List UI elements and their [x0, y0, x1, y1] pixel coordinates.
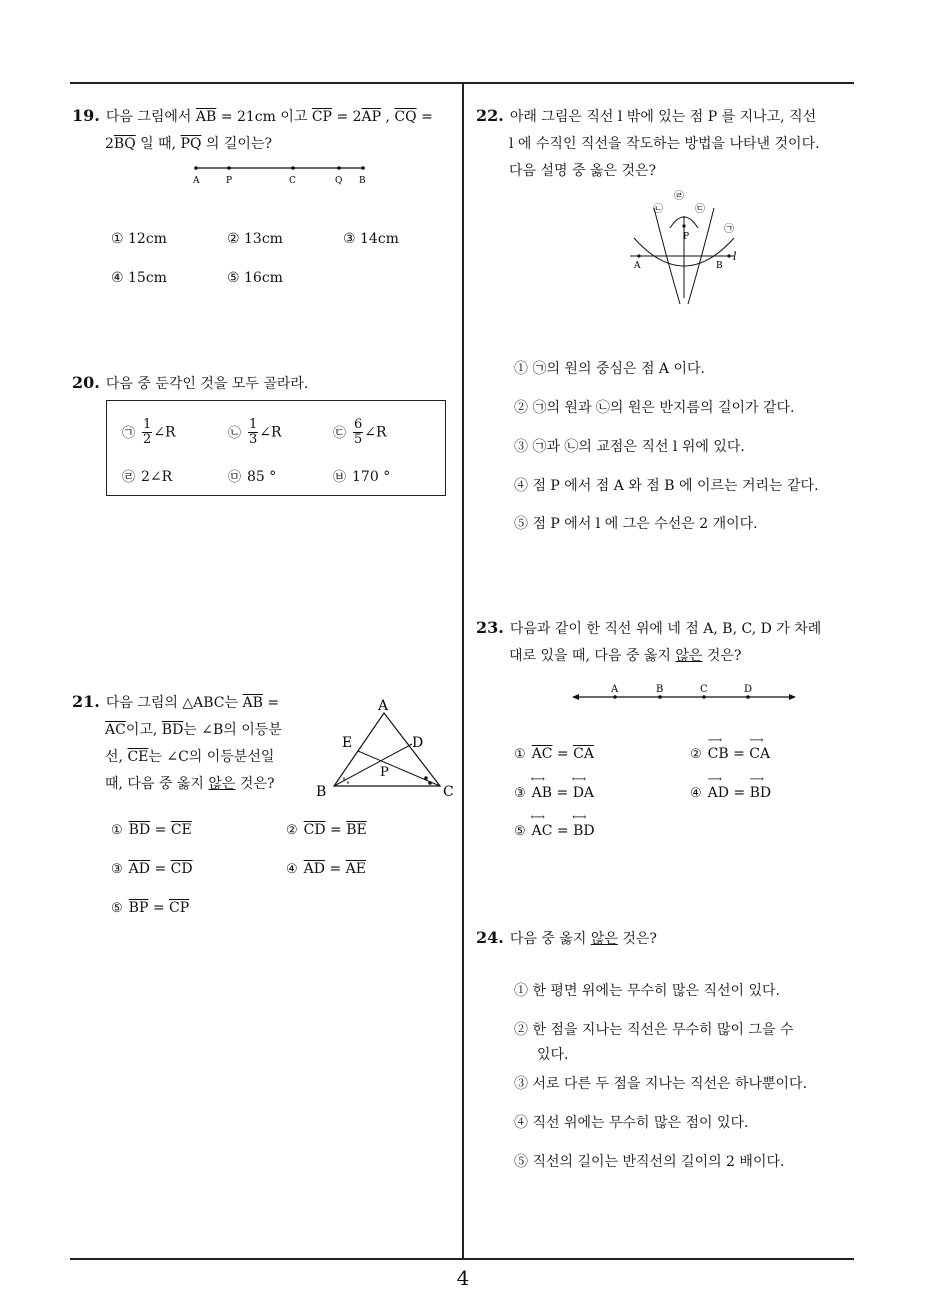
- segment-ab: $\overline{AB}$: [242, 695, 263, 711]
- ray: AD: [707, 785, 729, 801]
- choice-mark: ①: [514, 747, 526, 762]
- label-b: B: [359, 176, 366, 186]
- q22-text: 아래 그림은 직선 l 밖에 있는 점 P 를 지나고, 직선: [509, 109, 817, 125]
- label-circle-a: ㉠: [724, 224, 734, 235]
- q19-text: = 2: [336, 109, 362, 125]
- q23-choice-4[interactable]: ④ AD ⟶ = BD ⟶: [690, 774, 772, 801]
- line: DA: [572, 785, 595, 801]
- underlined-word: 않은: [590, 931, 618, 947]
- q19-text: 일 때,: [140, 136, 177, 152]
- q24-choice-1[interactable]: ① 한 평면 위에는 무수히 많은 직선이 있다.: [514, 983, 780, 999]
- q21-text: =: [267, 695, 280, 711]
- question-22: [476, 102, 866, 185]
- angle-r: ∠R: [259, 424, 282, 441]
- q21-choice-5[interactable]: ⑤ $\overline{BP} = \overline{CP}$: [111, 900, 190, 916]
- q24-choice-2[interactable]: ② 한 점을 지나는 직선은 무수히 많이 그을 수: [514, 1022, 794, 1038]
- question-number: 23.: [476, 618, 504, 637]
- question-20: [72, 369, 308, 398]
- q21-text: 이고,: [125, 722, 158, 738]
- q23-choice-5[interactable]: ⑤ AC ⟷ = BD ⟷: [514, 812, 595, 839]
- mark-f: ㉥: [333, 470, 347, 485]
- denominator: 2: [143, 432, 152, 447]
- q22-choice-3[interactable]: ③ ㉠과 ㉡의 교점은 직선 l 위에 있다.: [514, 439, 745, 455]
- q19-choice-2[interactable]: ② 13cm: [227, 231, 283, 247]
- question-21: [72, 688, 312, 798]
- label-a: A: [634, 261, 641, 271]
- label-c: C: [700, 684, 708, 695]
- line: AC: [531, 823, 553, 839]
- ray: CB: [707, 746, 729, 762]
- q19-choice-1[interactable]: ① 12cm: [111, 231, 167, 247]
- q23-text: 것은?: [706, 648, 742, 664]
- q21-text: 때, 다음 중 옳지: [105, 776, 204, 792]
- q21-text: 는 ∠C의 이등분선일: [148, 749, 275, 765]
- label-d: D: [412, 735, 424, 751]
- q21-choice-2[interactable]: ② $\overline{CD} = \overline{BE}$: [286, 822, 367, 838]
- question-number: 21.: [72, 692, 100, 711]
- q21-text: 는 ∠B의 이등분: [183, 722, 282, 738]
- q20-text: 다음 중 둔각인 것을 모두 골라라.: [105, 376, 309, 392]
- q22-choice-1[interactable]: ① ㉠의 원의 중심은 점 A 이다.: [514, 361, 705, 377]
- segment: $\overline{BD}$: [128, 822, 151, 838]
- q19-text: 다음 그림에서: [105, 109, 192, 125]
- question-number: 20.: [72, 373, 100, 392]
- choice-mark: ⑤: [514, 824, 526, 839]
- q19-text: 의 길이는?: [205, 136, 272, 152]
- q19-text: 2: [105, 136, 114, 152]
- q20-option-d: [122, 466, 172, 485]
- segment-cp: $\overline{CP}$: [311, 109, 332, 125]
- denominator: 5: [354, 432, 363, 447]
- q20-option-c: [333, 418, 387, 447]
- label-line-l: l: [733, 250, 737, 263]
- segment-cq: $\overline{CQ}$: [394, 109, 417, 125]
- underlined-word: 않은: [675, 648, 703, 664]
- choice-mark: ④: [286, 862, 298, 877]
- question-number: 22.: [476, 106, 504, 125]
- ray: BD: [749, 785, 772, 801]
- segment: $\overline{CP}$: [169, 900, 190, 916]
- numerator: 6: [354, 417, 363, 432]
- q22-construction-figure: [620, 186, 750, 310]
- choice-mark: ①: [111, 823, 123, 838]
- segment: $\overline{CD}$: [303, 822, 326, 838]
- q23-text: 다음과 같이 한 직선 위에 네 점 A, B, C, D 가 차례: [509, 621, 822, 637]
- label-d: D: [744, 684, 753, 695]
- q24-text: 다음 중 옳지: [509, 931, 587, 947]
- choice-mark: ⑤: [111, 901, 123, 916]
- q24-choice-5[interactable]: ⑤ 직선의 길이는 반직선의 길이의 2 배이다.: [514, 1154, 785, 1170]
- choice-mark: ③: [514, 786, 526, 801]
- label-a: A: [378, 698, 389, 714]
- segment-pq: $\overline{PQ}$: [180, 136, 202, 152]
- segment-bd: $\overline{BD}$: [161, 722, 184, 738]
- question-23: [476, 614, 866, 670]
- q24-choice-4[interactable]: ④ 직선 위에는 무수히 많은 점이 있다.: [514, 1115, 749, 1131]
- q19-figure: [186, 160, 376, 190]
- segment: $\overline{AD}$: [303, 861, 325, 877]
- svg-text:∘: ∘: [346, 778, 350, 787]
- numerator: 1: [143, 417, 152, 432]
- q21-triangle-figure: [312, 696, 462, 802]
- label-p: P: [380, 765, 389, 780]
- q19-text: ,: [385, 109, 390, 125]
- mark-a: ㉠: [122, 425, 136, 441]
- label-circle-d: ㉣: [674, 191, 684, 202]
- segment-ab: $\overline{AB}$: [195, 109, 217, 125]
- label-circle-c: ㉢: [695, 204, 705, 215]
- value: 170 °: [352, 469, 391, 485]
- label-circle-b: ㉡: [653, 204, 663, 215]
- segment: $\overline{CE}$: [170, 822, 192, 838]
- choice-mark: ③: [111, 862, 123, 877]
- label-b: B: [716, 261, 723, 271]
- q20-option-e: [228, 466, 276, 485]
- q19-text: = 21cm 이고: [220, 109, 308, 125]
- q21-choice-3[interactable]: ③ $\overline{AD} = \overline{CD}$: [111, 861, 193, 877]
- q21-text: 것은?: [239, 776, 275, 792]
- label-b: B: [656, 684, 664, 695]
- question-number: 19.: [72, 106, 100, 125]
- angle-r: ∠R: [364, 424, 387, 441]
- denominator: 3: [249, 432, 258, 447]
- label-a: A: [193, 176, 200, 186]
- q24-text: 것은?: [622, 931, 657, 947]
- q21-text: 다음 그림의 △ABC는: [105, 695, 239, 711]
- segment-bq: $\overline{BQ}$: [113, 136, 136, 152]
- column-divider: [462, 82, 464, 1260]
- svg-text:∘: ∘: [342, 774, 346, 783]
- page-number: 4: [456, 1266, 470, 1290]
- value: 85 °: [247, 469, 277, 485]
- q19-choice-4[interactable]: ④ 15cm: [111, 270, 167, 286]
- label-p: P: [683, 232, 690, 242]
- q19-text: =: [421, 109, 433, 125]
- label-p: P: [226, 176, 233, 186]
- q20-option-f: [333, 466, 390, 485]
- q19-choice-5[interactable]: ⑤ 16cm: [227, 270, 283, 286]
- q23-text: 대로 있을 때, 다음 중 옳지: [509, 648, 671, 664]
- segment-ac: $\overline{AC}$: [105, 722, 126, 738]
- segment-ap: $\overline{AP}$: [361, 109, 382, 125]
- q20-option-a: [122, 418, 176, 447]
- q24-choice-2-cont: 있다.: [537, 1047, 569, 1063]
- label-a: A: [611, 684, 619, 695]
- q23-line-figure: [570, 682, 800, 706]
- q24-choice-3[interactable]: ③ 서로 다른 두 점을 지나는 직선은 하나뿐이다.: [514, 1076, 808, 1092]
- question-19: [72, 102, 457, 158]
- numerator: 1: [249, 417, 258, 432]
- label-b: B: [316, 784, 327, 800]
- mark-e: ㉤: [228, 470, 242, 485]
- label-c: C: [443, 784, 454, 800]
- q22-choice-5[interactable]: ⑤ 점 P 에서 l 에 그은 수선은 2 개이다.: [514, 516, 758, 532]
- line: AB: [531, 785, 553, 801]
- q21-choice-1[interactable]: ① $\overline{BD} = \overline{CE}$: [111, 822, 192, 838]
- segment-ce: $\overline{CE}$: [127, 749, 149, 765]
- q22-text: 다음 설명 중 옳은 것은?: [509, 163, 657, 179]
- label-q: Q: [335, 176, 343, 186]
- question-number: 24.: [476, 928, 504, 947]
- question-24: [476, 924, 657, 953]
- q21-choice-4[interactable]: ④ $\overline{AD} = \overline{AE}$: [286, 861, 366, 877]
- label-e: E: [342, 735, 353, 751]
- segment: $\overline{AC}$: [531, 746, 553, 762]
- choice-mark: ④: [690, 786, 702, 801]
- mark-b: ㉡: [228, 425, 242, 441]
- q23-choice-1[interactable]: ① $\overline{AC} = \overline{CA}$: [514, 746, 594, 762]
- segment: $\overline{BP}$: [128, 900, 149, 916]
- value: 2∠R: [141, 469, 173, 485]
- segment: $\overline{AE}$: [345, 861, 366, 877]
- segment: $\overline{BE}$: [346, 822, 367, 838]
- q22-text: l 에 수직인 직선을 작도하는 방법을 나타낸 것이다.: [509, 136, 820, 152]
- q23-choice-2[interactable]: ② CB ⟶ = CA ⟶: [690, 735, 771, 762]
- segment: $\overline{CA}$: [573, 746, 594, 762]
- underlined-word: 않은: [208, 776, 236, 792]
- q22-choice-4[interactable]: ④ 점 P 에서 점 A 와 점 B 에 이르는 거리는 같다.: [514, 478, 819, 494]
- mark-c: ㉢: [333, 425, 347, 441]
- q21-text: 선,: [105, 749, 123, 765]
- ray: CA: [749, 746, 771, 762]
- label-c: C: [289, 176, 296, 186]
- segment: $\overline{AD}$: [128, 861, 150, 877]
- angle-r: ∠R: [153, 424, 176, 441]
- choice-mark: ②: [690, 747, 702, 762]
- q23-choice-3[interactable]: ③ AB ⟷ = DA ⟷: [514, 774, 595, 801]
- q20-option-b: [228, 418, 282, 447]
- line: BD: [573, 823, 595, 839]
- q22-choice-2[interactable]: ② ㉠의 원과 ㉡의 원은 반지름의 길이가 같다.: [514, 400, 795, 416]
- mark-d: ㉣: [122, 470, 136, 485]
- choice-mark: ②: [286, 823, 298, 838]
- segment: $\overline{CD}$: [170, 861, 193, 877]
- q19-choice-3[interactable]: ③ 14cm: [343, 231, 399, 247]
